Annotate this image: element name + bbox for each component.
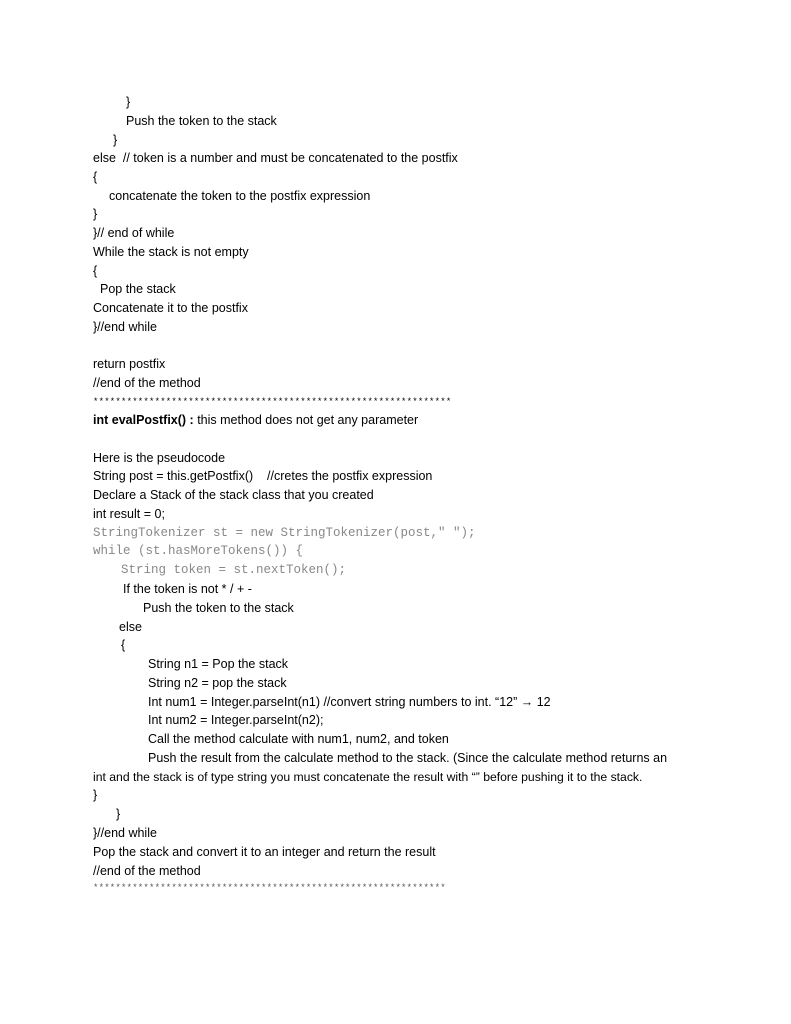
text-line: concatenate the token to the postfix expression: [109, 189, 371, 203]
separator-stars: ****************************************************************: [93, 397, 452, 407]
text-line: }// end of while: [93, 226, 175, 240]
text-line: Int num2 = Integer.parseInt(n2);: [148, 713, 324, 727]
closing-brace: }: [126, 95, 131, 109]
text-line: }//end while: [93, 826, 157, 840]
text-line: //end of the method: [93, 376, 201, 390]
text-line: Here is the pseudocode: [93, 451, 226, 465]
text-line: Call the method calculate with num1, num2, and token: [148, 732, 449, 746]
text-line: else // token is a number and must be concatenated to the postfix: [93, 151, 458, 165]
code-line: String token = st.nextToken();: [121, 563, 347, 577]
text-line: Push the token to the stack: [126, 114, 277, 128]
text-line: //end of the method: [93, 864, 201, 878]
code-line: while (st.hasMoreTokens()) {: [93, 544, 304, 558]
text-line: String post = this.getPostfix() //cretes the postfix expression: [93, 469, 433, 483]
method-signature: int evalPostfix() :: [93, 413, 194, 427]
text-line: int and the stack is of type string you must concatenate the result with “” before pushing it to the stack.: [93, 770, 643, 784]
opening-brace: {: [121, 638, 126, 652]
closing-brace: }: [116, 807, 121, 821]
text-line: Push the result from the calculate method to the stack. (Since the calculate method returns an: [148, 751, 668, 765]
text-line: Concatenate it to the postfix: [93, 301, 248, 315]
opening-brace: {: [93, 170, 98, 184]
code-line: StringTokenizer st = new StringTokenizer(post," ");: [93, 526, 476, 540]
text-line: While the stack is not empty: [93, 245, 249, 259]
text-line: Push the token to the stack: [143, 601, 294, 615]
text-line: Int num1 = Integer.parseInt(n1) //convert string numbers to int. “12” → 12: [148, 695, 551, 709]
opening-brace: {: [93, 264, 98, 278]
text-line: }//end while: [93, 320, 157, 334]
text-line: int result = 0;: [93, 507, 165, 521]
text-line: Declare a Stack of the stack class that you created: [93, 488, 374, 502]
text-line: Pop the stack and convert it to an integer and return the result: [93, 845, 436, 859]
text-line: else: [119, 620, 142, 634]
text-line: String n1 = Pop the stack: [148, 657, 289, 671]
text-line: String n2 = pop the stack: [148, 676, 287, 690]
method-description: this method does not get any parameter: [193, 413, 419, 427]
closing-brace: }: [113, 133, 118, 147]
separator-stars: ***************************************************************: [93, 883, 446, 893]
closing-brace: }: [93, 207, 98, 221]
text-line: If the token is not * / + -: [123, 582, 252, 596]
text-line: Pop the stack: [100, 282, 176, 296]
text-line: return postfix: [93, 357, 166, 371]
closing-brace: }: [93, 788, 98, 802]
method-heading: [93, 412, 418, 428]
